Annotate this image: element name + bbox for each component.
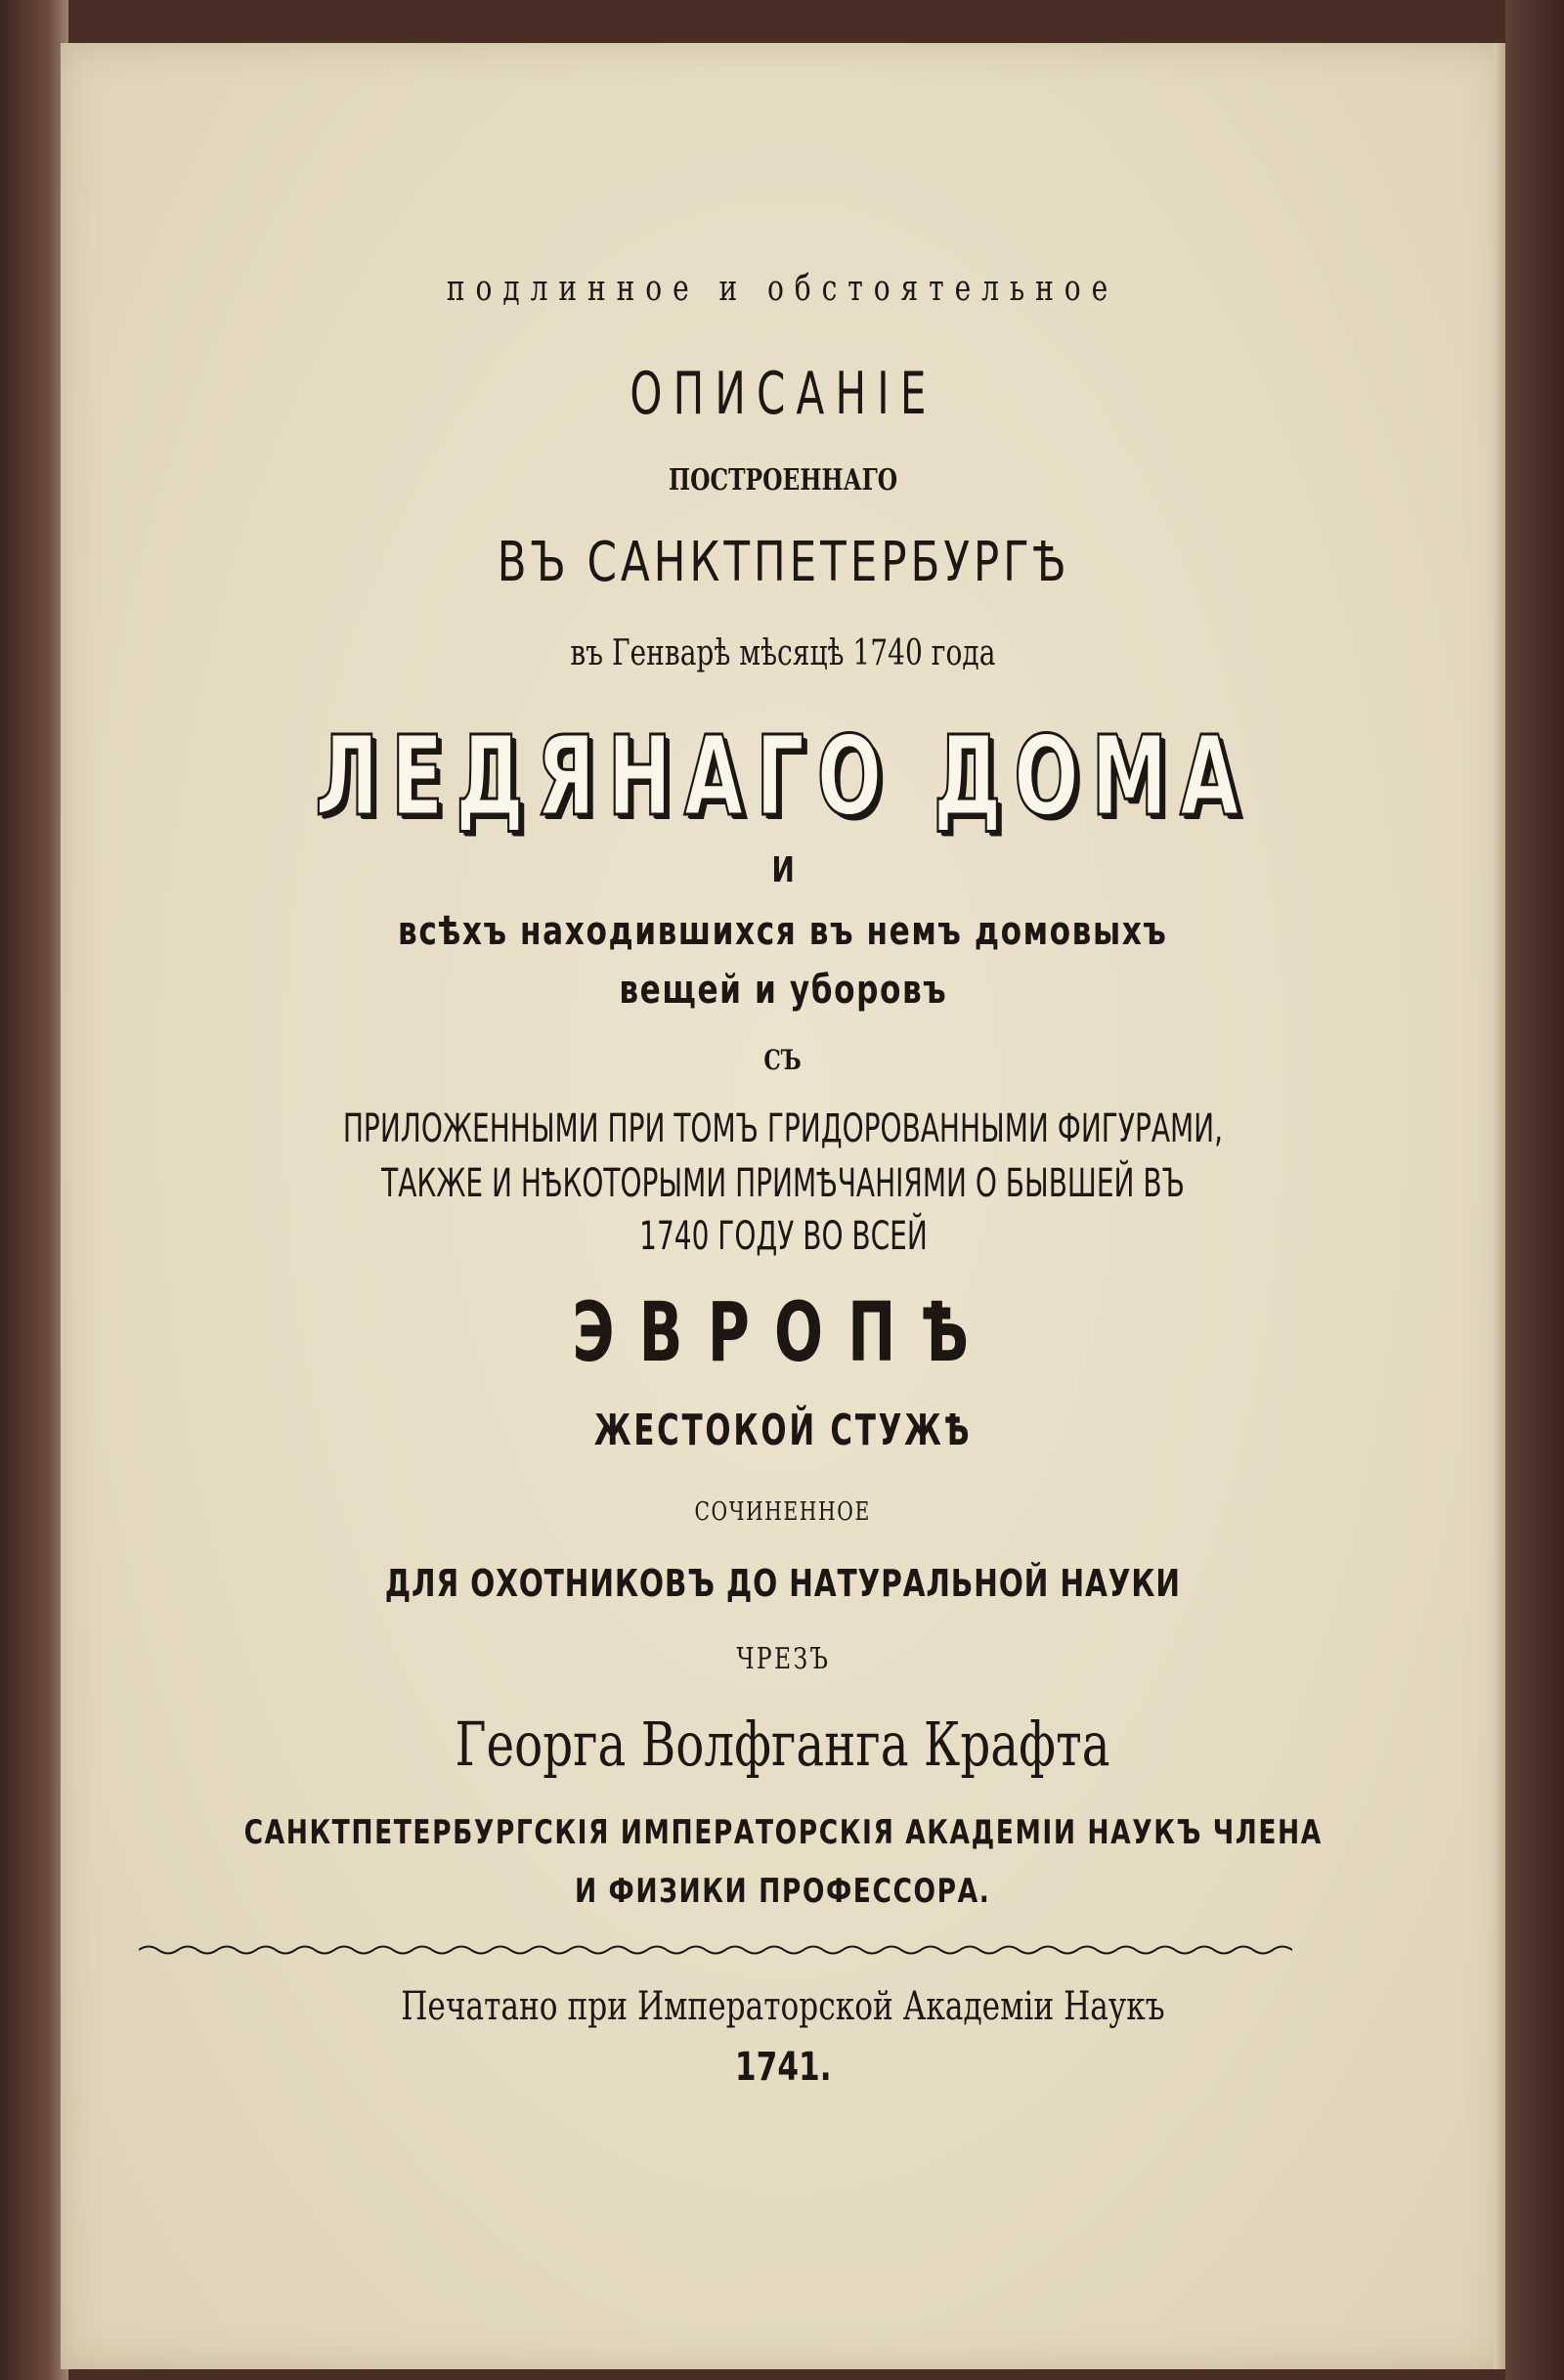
- author-affiliation-line-1: САНКТПЕТЕРБУРГСКІЯ ИМПЕРАТОРСКІЯ АКАДЕМІИ НАУКЪ ЧЛЕНА: [243, 1813, 1323, 1852]
- imprint-year: 1741.: [734, 2045, 832, 2090]
- author-affiliation-line-2: И ФИЗИКИ ПРОФЕССОРА.: [575, 1872, 991, 1911]
- title-figures-line-1: ПРИЛОЖЕННЫМИ ПРИ ТОМЪ ГРИДОРОВАННЫМИ ФИГУРАМИ,: [342, 1106, 1224, 1151]
- title-ice-house: ЛЕДЯНАГО ДОМА: [314, 714, 1252, 841]
- title-contents-line-2: вещей и уборовъ: [619, 968, 947, 1013]
- title-audience: ДЛЯ ОХОТНИКОВЪ ДО НАТУРАЛЬНОЙ НАУКИ: [384, 1562, 1182, 1605]
- decorative-rule: [139, 1943, 1292, 1957]
- title-and: И: [771, 850, 795, 890]
- title-location: ВЪ САНКТПЕТЕРБУРГѢ: [497, 531, 1069, 594]
- title-figures-line-2: ТАКЖЕ И НѢКОТОРЫМИ ПРИМѢЧАНІЯМИ О БЫВШЕЙ ВЪ: [381, 1161, 1185, 1206]
- author-name: Георга Волфганга Крафта: [455, 1709, 1111, 1780]
- title-cold: ЖЕСТОКОЙ СТУЖѢ: [593, 1406, 973, 1455]
- book-binding-left: [0, 0, 68, 2380]
- title-built: ПОСТРОЕННАГО: [668, 463, 898, 498]
- title-contents-line-1: всѣхъ находившихся въ немъ домовыхъ: [398, 909, 1168, 954]
- title-date: въ Генварѣ мѣсяцѣ 1740 года: [570, 633, 996, 673]
- title-composed: СОЧИНЕННОЕ: [694, 1497, 872, 1527]
- title-preamble: подлинное и обстоятельное: [447, 269, 1119, 309]
- imprint-publisher: Печатано при Императорской Академіи Наукъ: [401, 1984, 1165, 2029]
- title-with: СЪ: [763, 1044, 803, 1076]
- title-word-description: ОПИСАНІЕ: [629, 360, 937, 428]
- title-europe: ЭВРОПѢ: [572, 1284, 994, 1380]
- title-by: ЧРЕЗЪ: [736, 1642, 830, 1676]
- title-figures-line-3: 1740 ГОДУ ВО ВСЕЙ: [638, 1214, 928, 1259]
- book-binding-right: [1505, 0, 1564, 2380]
